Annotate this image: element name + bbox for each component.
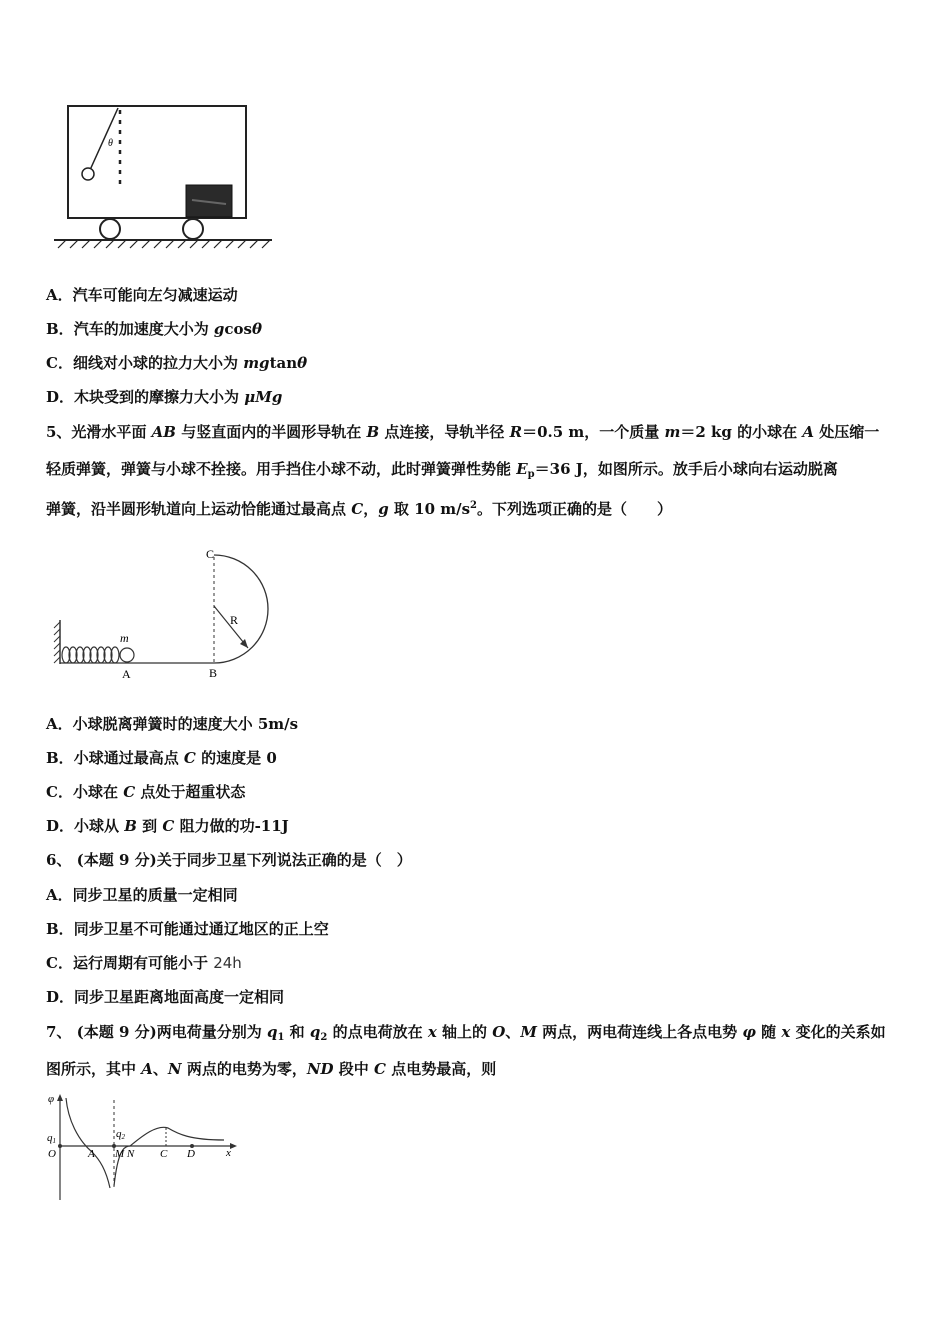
pendulum-ball	[82, 168, 94, 180]
q5-option-d: D．小球从 B 到 C 阻力做的功-11J	[46, 817, 289, 835]
q6-option-c: C．运行周期有可能小于 24h	[46, 954, 242, 972]
spring-track-figure	[50, 540, 280, 685]
q5-option-a: A．小球脱离弹簧时的速度大小 5m/s	[46, 715, 299, 733]
label-A: A	[122, 667, 131, 681]
label-O: O	[48, 1148, 56, 1160]
q5-stem-line1: 5、光滑水平面 AB 与竖直面内的半圆形导轨在 B 点连接，导轨半径 R＝0.5 m，一个质量 m＝2 kg 的小球在 A 处压缩一	[46, 423, 880, 441]
label-R: R	[230, 613, 239, 627]
q4-option-d: D．木块受到的摩擦力大小为 μMg	[46, 388, 283, 406]
q6-option-b: B．同步卫星不可能通过通辽地区的正上空	[46, 920, 329, 938]
potential-curve-left	[66, 1098, 110, 1188]
q4-option-b: B．汽车的加速度大小为 gcosθ	[46, 320, 263, 338]
phi-axis-arrow	[57, 1094, 63, 1101]
label-D: D	[187, 1148, 195, 1160]
pendulum-string	[90, 108, 118, 170]
q5-stem-line3: 弹簧，沿半圆形轨道向上运动恰能通过最高点 C，g 取 10 $m/s^2$。下列选项正确的是（ ）	[46, 500, 673, 518]
label-m: m	[120, 631, 129, 645]
q5-option-c: C．小球在 C 点处于超重状态	[46, 783, 246, 801]
q5-stem-line2: 轻质弹簧，弹簧与小球不拴接。用手挡住小球不动，此时弹簧弹性势能 $E_p=36$ J，如图所示。放手后小球向右运动脱离	[46, 460, 838, 480]
q7-stem-line1: 7、 (本题 9 分)两电荷量分别为 $q_1$ 和 $q_2$ 的点电荷放在 x 轴上的 O、M 两点，两电荷连线上各点电势 φ 随 x 变化的关系如	[46, 1023, 886, 1043]
label-A: A	[88, 1148, 95, 1160]
q6-option-a: A．同步卫星的质量一定相同	[46, 886, 238, 904]
potential-graph-figure	[44, 1090, 244, 1205]
q4-option-a: A．汽车可能向左匀减速运动	[46, 286, 238, 304]
label-C: C	[206, 547, 215, 561]
semicircle-track	[214, 555, 268, 663]
theta-label: θ	[108, 138, 113, 149]
ball-m	[120, 648, 134, 662]
ground-hatching	[58, 240, 270, 248]
point-O	[58, 1144, 62, 1148]
car-pendulum-figure	[50, 100, 280, 260]
right-wheel	[183, 219, 203, 239]
label-B: B	[209, 666, 218, 680]
q6-option-d: D．同步卫星距离地面高度一定相同	[46, 988, 285, 1006]
left-wheel	[100, 219, 120, 239]
label-phi: φ	[48, 1093, 55, 1105]
x-axis-arrow	[230, 1143, 237, 1149]
q7-stem-line2: 图所示，其中 A、N 两点的电势为零，ND 段中 C 点电势最高，则	[46, 1060, 497, 1078]
label-MN: M N	[115, 1148, 135, 1160]
spring	[62, 647, 119, 663]
label-q2: q2	[116, 1128, 125, 1141]
q5-option-b: B．小球通过最高点 C 的速度是 0	[46, 749, 277, 767]
label-q1: q1	[47, 1132, 56, 1145]
q4-option-c: C．细线对小球的拉力大小为 mgtanθ	[46, 354, 308, 372]
label-x: x	[226, 1147, 231, 1159]
label-C: C	[160, 1148, 168, 1160]
q6-stem: 6、 (本题 9 分)关于同步卫星下列说法正确的是（ ）	[46, 851, 412, 869]
wall-hatching	[54, 622, 60, 663]
